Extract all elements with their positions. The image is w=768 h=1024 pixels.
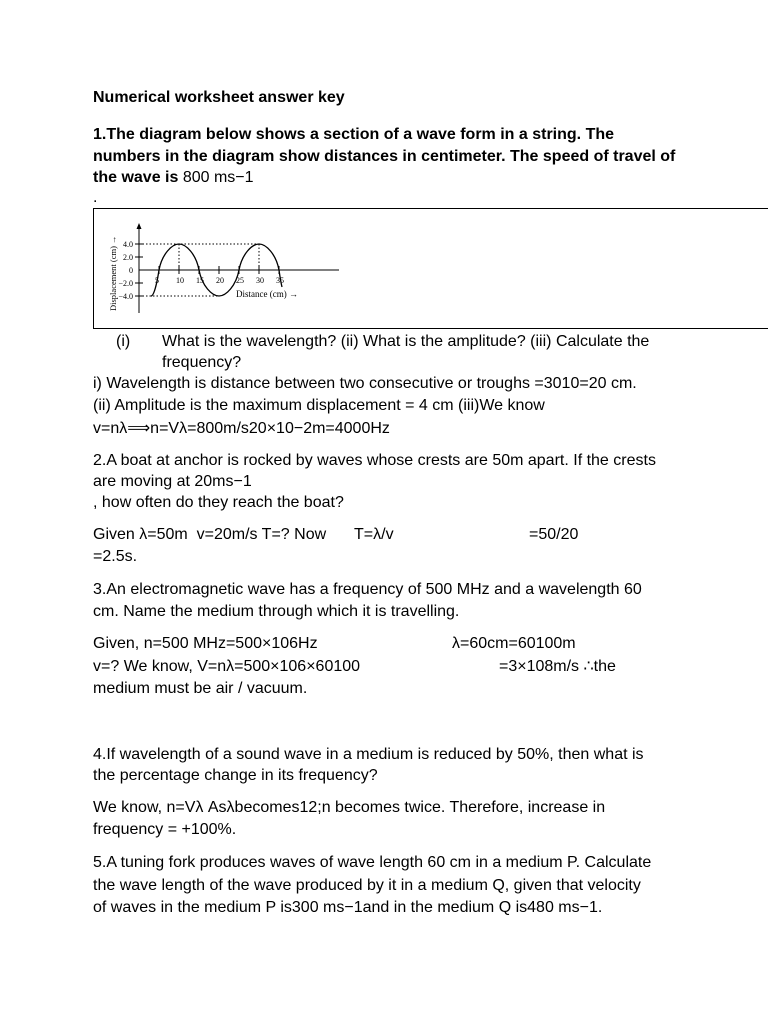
q4-line-1: 4.If wavelength of a sound wave in a medium is reduced by 50%, then what is	[93, 746, 644, 763]
q5-line-2: the wave length of the wave produced by it in a medium Q, given that velocity	[93, 877, 641, 894]
y-tick-label: −4.0	[118, 292, 133, 301]
q2-answer-substitution: =50/20	[529, 526, 579, 543]
q1-subquestion-line-1: What is the wavelength? (ii) What is the amplitude? (iii) Calculate the	[162, 333, 650, 350]
q2-answer-given: Given λ=50m v=20m/s T=? Now	[93, 526, 327, 543]
q3-answer-wavelength: λ=60cm=60100m	[452, 635, 576, 652]
q5-line-1: 5.A tuning fork produces waves of wave length 60 cm in a medium P. Calculate	[93, 854, 652, 871]
q1-line-1: 1.The diagram below shows a section of a wave form in a string. The	[93, 126, 615, 143]
x-tick-label: 30	[256, 276, 264, 285]
q3-line-1: 3.An electromagnetic wave has a frequency of 500 MHz and a wavelength 60	[93, 581, 642, 598]
y-tick-label: 4.0	[123, 240, 133, 249]
q4-answer-line-2: frequency = +100%.	[93, 821, 237, 838]
x-tick-label: 15	[196, 276, 204, 285]
q1-line-3-rest: 800 ms−1	[182, 169, 254, 186]
y-axis-arrow	[137, 223, 142, 229]
q1-line-3	[93, 168, 254, 188]
q1-line-3-bold: the wave is	[93, 169, 183, 186]
q1-answer-line-1: i) Wavelength is distance between two consecutive or troughs =3010=20 cm.	[93, 375, 637, 392]
q3-answer-velocity: =3×108m/s ∴the	[499, 658, 616, 675]
q1-subquestion-line-2: frequency?	[162, 354, 242, 371]
q1-line-2: numbers in the diagram show distances in centimeter. The speed of travel of	[93, 148, 676, 165]
q1-dot: .	[93, 189, 98, 206]
y-tick-label: −2.0	[118, 279, 133, 288]
q1-answer-line-2: (ii) Amplitude is the maximum displacement = 4 cm (iii)We know	[93, 397, 545, 414]
q4-line-2: the percentage change in its frequency?	[93, 767, 378, 784]
wave-diagram	[94, 209, 768, 328]
x-tick-label: 25	[236, 276, 244, 285]
y-tick-label: 0	[129, 266, 133, 275]
x-tick-label: 5	[155, 276, 159, 285]
q2-answer-formula: T=λ/v	[354, 526, 394, 543]
q1-subquestion-marker: (i)	[116, 333, 131, 350]
q3-line-2: cm. Name the medium through which it is travelling.	[93, 603, 460, 620]
x-tick-label: 10	[176, 276, 184, 285]
x-axis-label: Distance (cm) →	[236, 289, 298, 299]
x-tick-label: 20	[216, 276, 224, 285]
q2-line-1: 2.A boat at anchor is rocked by waves whose crests are 50m apart. If the crests	[93, 452, 656, 469]
q2-line-2: are moving at 20ms−1	[93, 473, 252, 490]
q5-line-3: of waves in the medium P is300 ms−1and in the medium Q is480 ms−1.	[93, 899, 603, 916]
y-axis-label: Displacement (cm) →	[108, 235, 118, 311]
q2-line-3: , how often do they reach the boat?	[93, 494, 344, 511]
q2-answer-result: =2.5s.	[93, 548, 138, 565]
q3-answer-conclusion: medium must be air / vacuum.	[93, 680, 308, 697]
q3-answer-given: Given, n=500 MHz=500×106Hz	[93, 635, 318, 652]
y-tick-label: 2.0	[123, 253, 133, 262]
q4-answer-line-1: We know, n=Vλ Asλbecomes12;n becomes twice. Therefore, increase in	[93, 799, 606, 816]
page-title: Numerical worksheet answer key	[93, 89, 345, 106]
x-tick-label: 35	[276, 276, 284, 285]
q1-answer-line-3: v=nλ⟹n=Vλ=800m/s20×10−2m=4000Hz	[93, 420, 390, 437]
q3-answer-formula: v=? We know, V=nλ=500×106×60100	[93, 658, 361, 675]
wave-figure	[93, 208, 768, 329]
